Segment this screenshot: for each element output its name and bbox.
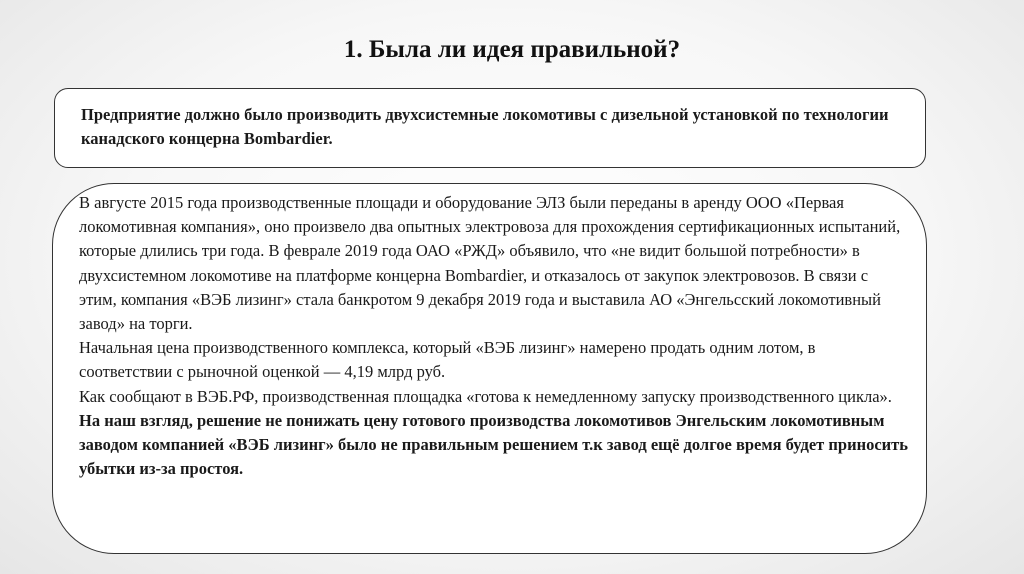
paragraph-veb-statement: Как сообщают в ВЭБ.РФ, производственная площадка «готова к немедленному запуску производственного цикла». — [79, 386, 892, 406]
paragraph-history: В августе 2015 года производственные площади и оборудование ЭЛЗ были переданы в аренду ООО «Первая локомотивная компания», оно произвело два опытных электровоза для прохождения сертификационных испытаний, которые длились три года. В феврале 2019 года ОАО «РЖД» объявило, что «не видит большой потребности» в двухсистемном локомотиве на платформе концерна Bombardier, и отказалось от закупок электровозов. В связи с этим, компания «ВЭБ лизинг» стала банкротом 9 декабря 2019 года и выставила АО «Энгельсский локомотивный завод» на торги. — [79, 193, 901, 334]
paragraph-conclusion: На наш взгляд, решение не понижать цену готового производства локомотивов Энгельским локомотивным заводом компанией «ВЭБ лизинг» было не правильным решением т.к завод ещё долгое время будет приносить убытки из-за простоя. — [79, 410, 909, 479]
details-box — [52, 183, 927, 554]
paragraph-price: Начальная цена производственного комплекса, который «ВЭБ лизинг» намерено продать одним лотом, в соответствии с рыночной оценкой — 4,19 млрд руб. — [79, 338, 816, 382]
intro-box — [54, 88, 926, 168]
intro-text: Предприятие должно было производить двухсистемные локомотивы с дизельной установкой по технологии канадского концерна Bombardier. — [81, 105, 889, 148]
slide-title: 1. Была ли идея правильной? — [343, 36, 681, 63]
